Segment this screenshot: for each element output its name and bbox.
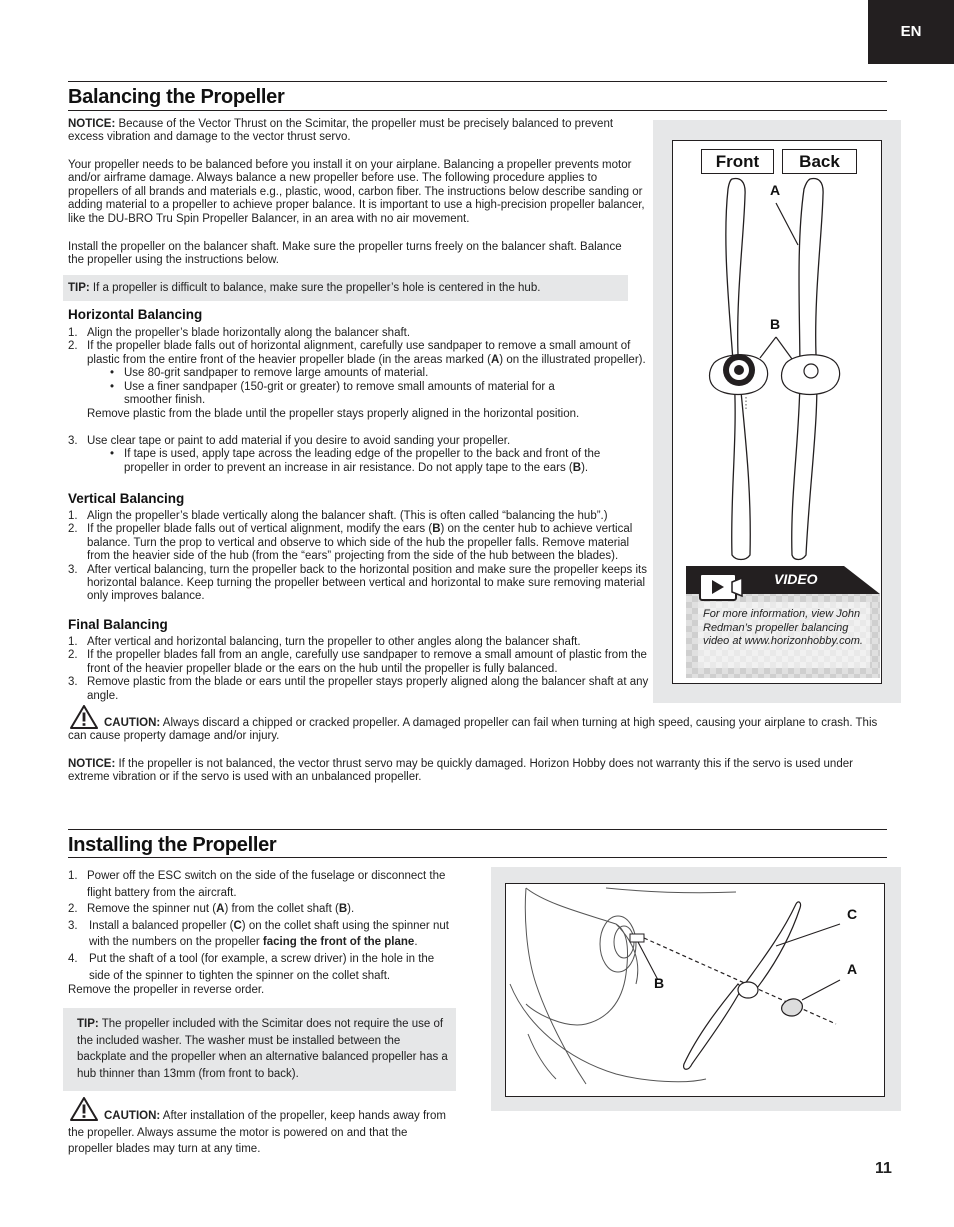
- step-text-bold: A: [490, 353, 500, 366]
- section-rule-top: [68, 81, 887, 82]
- notice2-paragraph: [68, 758, 890, 785]
- bullet-text-bold: B: [572, 461, 582, 474]
- collet-shaft: [630, 934, 644, 942]
- figure-label-a: A: [770, 182, 781, 198]
- step-number: 4.: [68, 952, 78, 965]
- leader-line-b-front: [760, 337, 776, 358]
- install-paragraph: Install the propeller on the balancer shaft. Make sure the propeller turns freely on the balancer shaft. Balance the propeller using the instructions below.: [68, 241, 622, 267]
- install-illustration: [506, 884, 884, 1096]
- step-number: 2.: [68, 340, 78, 353]
- step-text: ) on the collet shaft using the spinner nut with the numbers on the propeller: [89, 919, 449, 949]
- tape-bullets: [108, 448, 608, 475]
- leader-line-a: [776, 203, 798, 245]
- page-number: 11: [875, 1160, 892, 1177]
- step-number: 1.: [68, 327, 78, 339]
- bullet-item: • Use 80-grit sandpaper to remove large amounts of material.: [108, 367, 568, 380]
- step-text: .: [414, 936, 418, 949]
- step-text: ) from the collet shaft (: [224, 903, 339, 916]
- step-number: 3.: [68, 919, 78, 932]
- step-text: Remove the spinner nut (: [87, 903, 217, 916]
- back-label-text: Back: [799, 151, 840, 171]
- step-text: Install a balanced propeller (: [89, 919, 234, 932]
- step-text: ).: [347, 903, 355, 916]
- list-item: [68, 636, 653, 649]
- list-item: [68, 510, 653, 523]
- notice-label: NOTICE:: [68, 118, 116, 130]
- step-number: 1.: [68, 636, 78, 648]
- list-item: [68, 918, 458, 951]
- bullet-text: ).: [581, 461, 589, 474]
- step-text: Align the propeller’s blade vertically along the balancer shaft. (This is often called “balancing the hub”.): [87, 510, 608, 522]
- caution-label: CAUTION:: [104, 717, 161, 729]
- list-item: [68, 340, 653, 421]
- step-text: If the propeller blades fall from an angle, carefully use sandpaper to remove a small amount of plastic from the front of the heavier propeller blade or the ears on the hub until the propeller is fully balanced.: [87, 649, 647, 675]
- list-item: [68, 435, 653, 475]
- step-tail: Remove plastic from the blade until the propeller stays properly aligned in the horizontal position.: [87, 408, 580, 421]
- back-label: [782, 149, 857, 174]
- step-number: 1.: [68, 510, 78, 522]
- leader-line-b-back: [776, 337, 792, 359]
- step-text: After vertical and horizontal balancing, turn the propeller to other angles along the balancer shaft.: [87, 636, 581, 648]
- leader-line-a: [802, 980, 840, 1000]
- caution-text: Always discard a chipped or cracked propeller. A damaged propeller can fail when turning at high speed, causing your airplane to crash. This can cause property damage and/or injury.: [68, 717, 878, 743]
- video-label: VIDEO: [774, 571, 818, 587]
- bullet-item: • Use a finer sandpaper (150-grit or greater) to remove small amounts of material for a smoother finish.: [108, 381, 568, 408]
- step-text-bold: B: [338, 903, 348, 916]
- propeller-upper-blade: [742, 902, 801, 992]
- list-item: [68, 523, 653, 563]
- caution-paragraph: [68, 717, 878, 744]
- lower-wing-edge: [528, 1034, 556, 1079]
- caution-label: CAUTION:: [104, 1110, 161, 1122]
- assembly-axis: [644, 938, 836, 1024]
- step-number: 1.: [68, 870, 78, 882]
- step-text: ) on the illustrated propeller).: [499, 353, 646, 366]
- vertical-heading: Vertical Balancing: [68, 491, 185, 506]
- step-text-bold: facing the front of the plane: [262, 936, 415, 949]
- step-text: After vertical balancing, turn the propeller back to the horizontal position and make sure the propeller keeps its horizontal balance. Keep turning the propeller between vertical and horizontal to make sure removing material only improves balance.: [87, 563, 647, 603]
- step-number: 3.: [68, 676, 78, 689]
- fuselage-outline: [526, 888, 628, 1025]
- step-text: Put the shaft of a tool (for example, a screw driver) in the hole in the side of the spinner to tighten the spinner on the collet shaft.: [89, 952, 435, 982]
- step-text: If the propeller blade falls out of horizontal alignment, carefully use sandpaper to remove a small amount of plastic from the entire front of the heavier propeller blade (in the areas marked (: [87, 340, 631, 366]
- install-label-b: B: [654, 975, 665, 991]
- front-hub-center: [734, 365, 744, 375]
- notice2-text: If the propeller is not balanced, the vector thrust servo may be quickly damaged. Horizon Hobby does not warranty this if the servo is used under extreme vibration or if the servo is used with an unbalanced propeller.: [68, 758, 853, 784]
- list-item: [68, 868, 458, 901]
- install-caution-paragraph: [68, 1108, 448, 1158]
- vertical-steps: [68, 510, 653, 604]
- front-label: [701, 149, 774, 174]
- horizontal-steps: [68, 327, 653, 475]
- step-number: 2.: [68, 649, 78, 662]
- tip-label: TIP:: [68, 282, 90, 294]
- install-tip-paragraph: [77, 1016, 452, 1082]
- step-number: 3.: [68, 563, 78, 576]
- language-tab: [868, 0, 954, 64]
- video-text: For more information, view John Redman’s propeller balancing video at www.horizonhobby.com.: [703, 608, 863, 648]
- final-steps: [68, 636, 653, 703]
- caution-text: After installation of the propeller, keep hands away from the propeller. Always assume the motor is powered on and that the propeller blades may turn at any time.: [68, 1110, 446, 1156]
- tip-text: If a propeller is difficult to balance, make sure the propeller’s hole is centered in the hub.: [89, 282, 541, 294]
- step-text: ) on the center hub to achieve vertical balance. Turn the prop to vertical and observe to which side of the hub the propeller falls. Remove material from the heavier side of the hub (from the “ears” projecting from the side of the hub between the blades).: [87, 523, 633, 563]
- step-text: Power off the ESC switch on the side of the fuselage or disconnect the flight battery from the aircraft.: [87, 870, 446, 899]
- install-label-a: A: [847, 961, 858, 977]
- step-text-bold: A: [216, 903, 225, 916]
- step-text: Remove plastic from the blade or ears until the propeller stays properly aligned along the balancer shaft at any angle.: [87, 676, 649, 702]
- section-rule-bottom: [68, 110, 887, 111]
- notice-text: Because of the Vector Thrust on the Scimitar, the propeller must be precisely balanced to prevent excess vibration and damage to the vector thrust servo.: [68, 118, 614, 144]
- spinner-nut: [782, 999, 803, 1016]
- list-item: [68, 676, 653, 703]
- step-text: Align the propeller’s blade horizontally along the balancer shaft.: [87, 327, 411, 339]
- list-item: [68, 901, 458, 918]
- front-label-text: Front: [715, 151, 760, 171]
- language-label: EN: [900, 23, 922, 41]
- section-rule-bottom: [68, 857, 887, 858]
- tip-label: TIP:: [77, 1018, 99, 1030]
- install-label-c: C: [847, 906, 858, 922]
- bullet-item: [108, 448, 608, 475]
- installing-title: Installing the Propeller: [68, 834, 277, 856]
- propeller-hub: [738, 982, 758, 998]
- figure-label-b: B: [770, 316, 781, 332]
- step-text-bold: C: [233, 919, 242, 932]
- list-item: [68, 649, 653, 676]
- propeller-lower-blade: [684, 984, 742, 1069]
- propeller-illustration: [672, 175, 882, 565]
- back-hub-hole: [804, 364, 818, 378]
- step-text-bold: B: [432, 523, 441, 536]
- step-number: 3.: [68, 434, 78, 447]
- step-number: 2.: [68, 523, 78, 536]
- final-heading: Final Balancing: [68, 617, 168, 632]
- intro-paragraph: Your propeller needs to be balanced before you install it on your airplane. Balancing a propeller prevents motor and/or airframe damage. Always balance a new propeller before use. The following procedure applies to propellers of all brands and materials e.g., plastic, wood, carbon fiber. The instructions below describe sanding or adding material to a propeller to achieve proper balance. It is important to use a high-precision propeller balancer, like the DU-BRO Tru Spin Propeller Balancer, in an area with no air movement.: [68, 159, 645, 225]
- step-text: Use clear tape or paint to add material if you desire to avoid sanding your propeller.: [87, 434, 511, 447]
- horizontal-heading: Horizontal Balancing: [68, 307, 203, 322]
- tip-paragraph: [68, 282, 628, 295]
- notice-paragraph: [68, 118, 646, 145]
- step-number: 2.: [68, 903, 78, 916]
- wing-edge: [525, 888, 586, 1084]
- bullet-text: If tape is used, apply tape across the leading edge of the propeller to the back and front of the propeller in order to prevent an increase in air resistance. Do not apply tape to the ears (: [124, 448, 601, 474]
- list-item: [68, 564, 653, 604]
- balancing-title: Balancing the Propeller: [68, 86, 285, 108]
- section-rule-top: [68, 829, 887, 830]
- tip-text: The propeller included with the Scimitar does not require the use of the included washer. The washer must be installed between the backplate and the propeller when an alternative balanced propeller has a hub thinner than 13mm (from front to back).: [77, 1018, 448, 1080]
- fuselage-bottom: [510, 984, 706, 1082]
- remove-text: Remove the propeller in reverse order.: [68, 984, 265, 996]
- sanding-bullets: [108, 367, 568, 407]
- notice2-label: NOTICE:: [68, 758, 116, 770]
- list-item: [68, 951, 458, 984]
- list-item: [68, 327, 653, 340]
- installing-steps: [68, 868, 458, 984]
- wing-top: [606, 888, 736, 893]
- step-text: If the propeller blade falls out of vertical alignment, modify the ears (: [87, 523, 433, 536]
